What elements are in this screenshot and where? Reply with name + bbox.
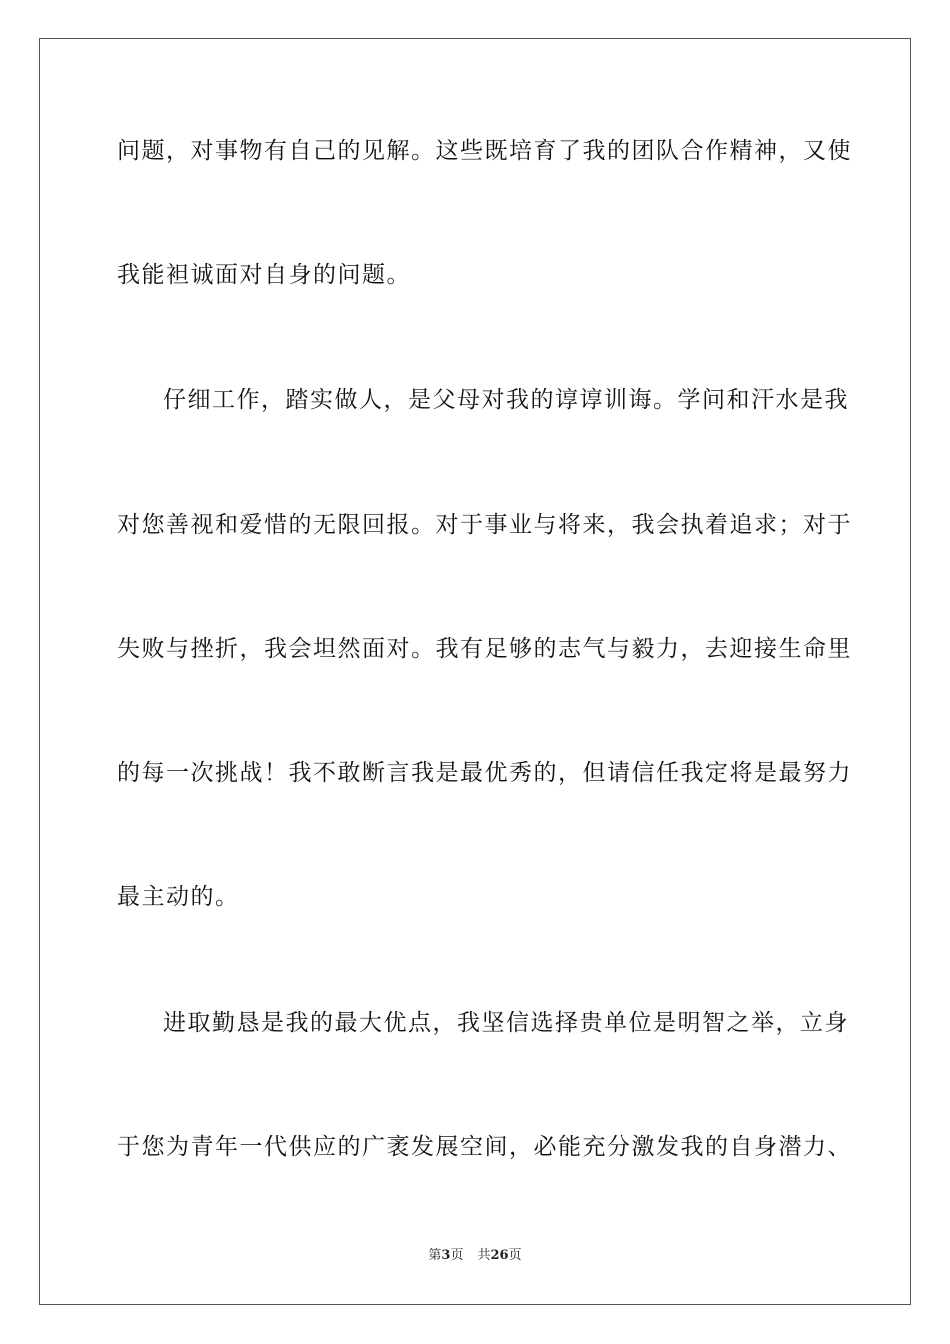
text-line-9: 于您为青年一代供应的广袤发展空间，必能充分激发我的自身潜力、 — [117, 1134, 852, 1160]
page-prefix: 第 — [428, 1248, 442, 1263]
total-pages: 26 — [490, 1248, 509, 1263]
total-suffix: 页 — [508, 1248, 522, 1263]
page-footer — [0, 1247, 950, 1265]
text-line-4: 对您善视和爱惜的无限回报。对于事业与将来，我会执着追求；对于 — [117, 512, 852, 538]
text-line-8: 进取勤恳是我的最大优点，我坚信选择贵单位是明智之举，立身 — [163, 1010, 849, 1036]
text-line-2: 我能袒诚面对自身的问题。 — [117, 262, 411, 288]
text-line-5: 失败与挫折，我会坦然面对。我有足够的志气与毅力，去迎接生命里 — [117, 636, 852, 662]
text-line-6: 的每一次挑战！我不敢断言我是最优秀的，但请信任我定将是最努力 — [117, 760, 852, 786]
total-prefix: 共 — [477, 1248, 491, 1263]
page-suffix: 页 — [450, 1248, 464, 1263]
text-line-7: 最主动的。 — [117, 884, 240, 910]
page-border — [39, 38, 911, 1305]
text-line-3: 仔细工作，踏实做人，是父母对我的谆谆训诲。学问和汗水是我 — [163, 387, 849, 413]
text-line-1: 问题，对事物有自己的见解。这些既培育了我的团队合作精神，又使 — [117, 138, 852, 164]
page-number: 3 — [441, 1248, 451, 1263]
